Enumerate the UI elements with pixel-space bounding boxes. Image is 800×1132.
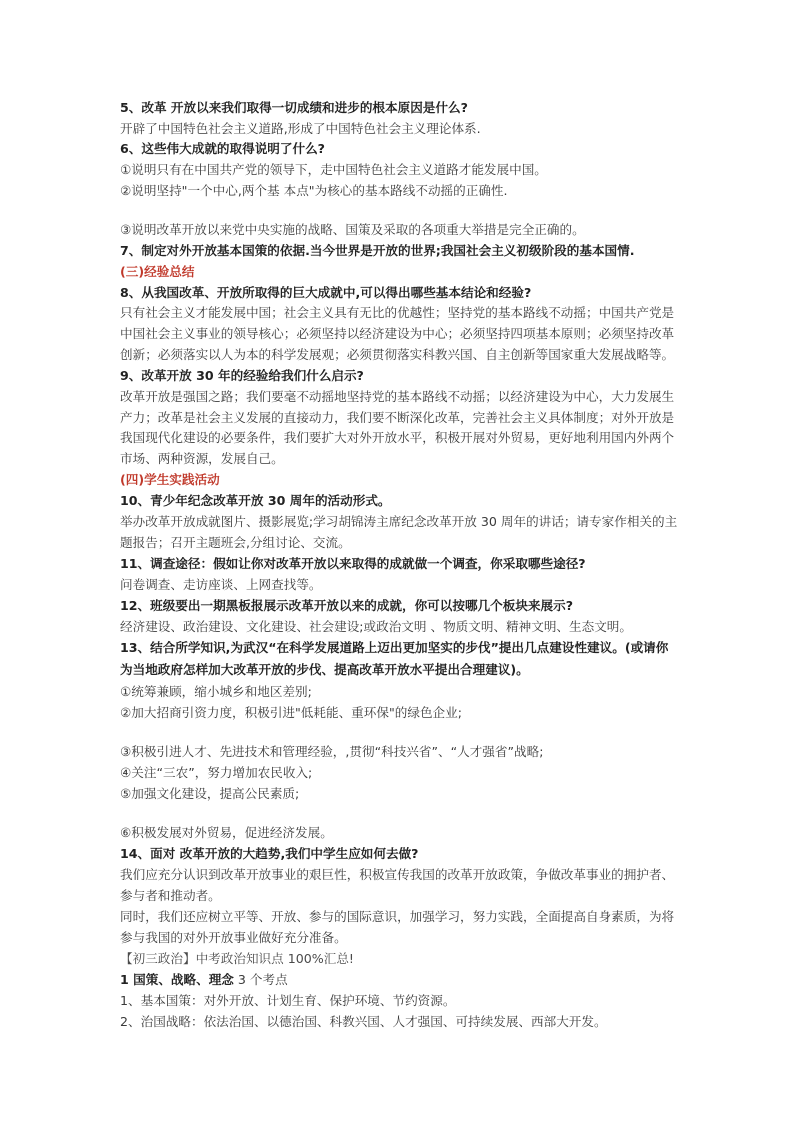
section-heading: (四)学生实践活动 [120, 472, 220, 487]
text-line: ②说明坚持"一个中心,两个基 本点"为核心的基本路线不动摇的正确性. [120, 183, 508, 198]
text-line: ④关注“三农”，努力增加农民收入; [120, 765, 313, 780]
text-line: 市场、两种资源，发展自己。 [120, 451, 284, 466]
question-line: 8、从我国改革、开放所取得的巨大成就中,可以得出哪些基本结论和经验? [120, 285, 532, 300]
question-line: 12、班级要出一期黑板报展示改革开放以来的成就，你可以按哪几个板块来展示? [120, 598, 574, 613]
text-line: 举办改革开放成就图片、摄影展览;学习胡锦涛主席纪念改革开放 30 周年的讲话；请专家作相关的主 [120, 514, 678, 529]
question-line: 13、结合所学知识,为武汉“在科学发展道路上迈出更加坚实的步伐”提出几点建设性建议。(或请你 [120, 640, 669, 655]
text-line: 改革开放是强国之路；我们要毫不动摇地坚持党的基本路线不动摇；以经济建设为中心，大力发展生 [120, 389, 675, 404]
text-line: 【初三政治】中考政治知识点 100%汇总! [120, 951, 354, 966]
text-line: ①说明只有在中国共产党的领导下，走中国特色社会主义道路才能发展中国。 [120, 162, 547, 177]
question-line: 5、改革 开放以来我们取得一切成绩和进步的根本原因是什么? [120, 100, 468, 115]
text-line [120, 971, 690, 989]
question-line: 9、改革开放 30 年的经验给我们什么启示? [120, 368, 364, 383]
text-line: 题报告；召开主题班会,分组讨论、交流。 [120, 535, 351, 550]
text-line: ⑥积极发展对外贸易，促进经济发展。 [120, 825, 333, 840]
section-heading: (三)经验总结 [120, 264, 195, 279]
text-line: 只有社会主义才能发展中国；社会主义具有无比的优越性；坚持党的基本路线不动摇；中国共产党是 [120, 305, 675, 320]
text-line: 我们应充分认识到改革开放事业的艰巨性，积极宣传我国的改革开放政策，争做改革事业的拥护者、 [120, 867, 675, 882]
text-line: ⑤加强文化建设，提高公民素质; [120, 786, 300, 801]
text-line: 我国现代化建设的必要条件，我们要扩大对外开放水平，积极开展对外贸易，更好地利用国内外两个 [120, 430, 675, 445]
text-line: 产力；改革是社会主义发展的直接动力，我们要不断深化改革，完善社会主义具体制度；对外开放是 [120, 410, 675, 425]
text-line: 开辟了中国特色社会主义道路,形成了中国特色社会主义理论体系. [120, 121, 481, 136]
text-line: ③说明改革开放以来党中央实施的战略、国策及采取的各项重大举措是完全正确的。 [120, 222, 585, 237]
question-line: 为当地政府怎样加大改革开放的步伐、提高改革开放水平提出合理建议)。 [120, 662, 529, 677]
topic-count: 3 个考点 [233, 972, 288, 987]
question-line: 11、调查途径：假如让你对改革开放以来取得的成就做一个调查，你采取哪些途径? [120, 556, 586, 571]
text-line: ①统筹兼顾，缩小城乡和地区差别; [120, 684, 312, 699]
text-line: ②加大招商引资力度，积极引进"低耗能、重环保"的绿色企业; [120, 705, 462, 720]
text-line: ③积极引进人才、先进技术和管理经验，,贯彻“科技兴省”、“人才强省”战略; [120, 744, 544, 759]
text-line: 经济建设、政治建设、文化建设、社会建设;或政治文明 、物质文明、精神文明、生态文明。 [120, 619, 632, 634]
question-line: 7、制定对外开放基本国策的依据.当今世界是开放的世界;我国社会主义初级阶段的基本国情. [120, 243, 635, 258]
question-line: 14、面对 改革开放的大趋势,我们中学生应如何去做? [120, 846, 419, 861]
text-line: 2、治国战略：依法治国、以德治国、科教兴国、人才强国、可持续发展、西部大开发。 [120, 1014, 607, 1029]
question-line: 10、青少年纪念改革开放 30 周年的活动形式。 [120, 493, 391, 508]
text-line: 中国社会主义事业的领导核心；必须坚持以经济建设为中心；必须坚持四项基本原则；必须坚持改革 [120, 326, 675, 341]
text-line: 创新；必须落实以人为本的科学发展观；必须贯彻落实科教兴国、自主创新等国家重大发展战略等。 [120, 347, 675, 362]
text-line: 同时，我们还应树立平等、开放、参与的国际意识，加强学习，努力实践，全面提高自身素质，为将 [120, 909, 675, 924]
text-line: 参与者和推动者。 [120, 888, 221, 903]
text-line: 参与我国的对外开放事业做好充分准备。 [120, 930, 347, 945]
text-line: 1、基本国策：对外开放、计划生育、保护环境、节约资源。 [120, 993, 456, 1008]
text-line: 问卷调查、走访座谈、上网查找等。 [120, 577, 322, 592]
question-line: 6、这些伟大成就的取得说明了什么? [120, 141, 325, 156]
topic-heading: 1 国策、战略、理念 [120, 972, 234, 987]
